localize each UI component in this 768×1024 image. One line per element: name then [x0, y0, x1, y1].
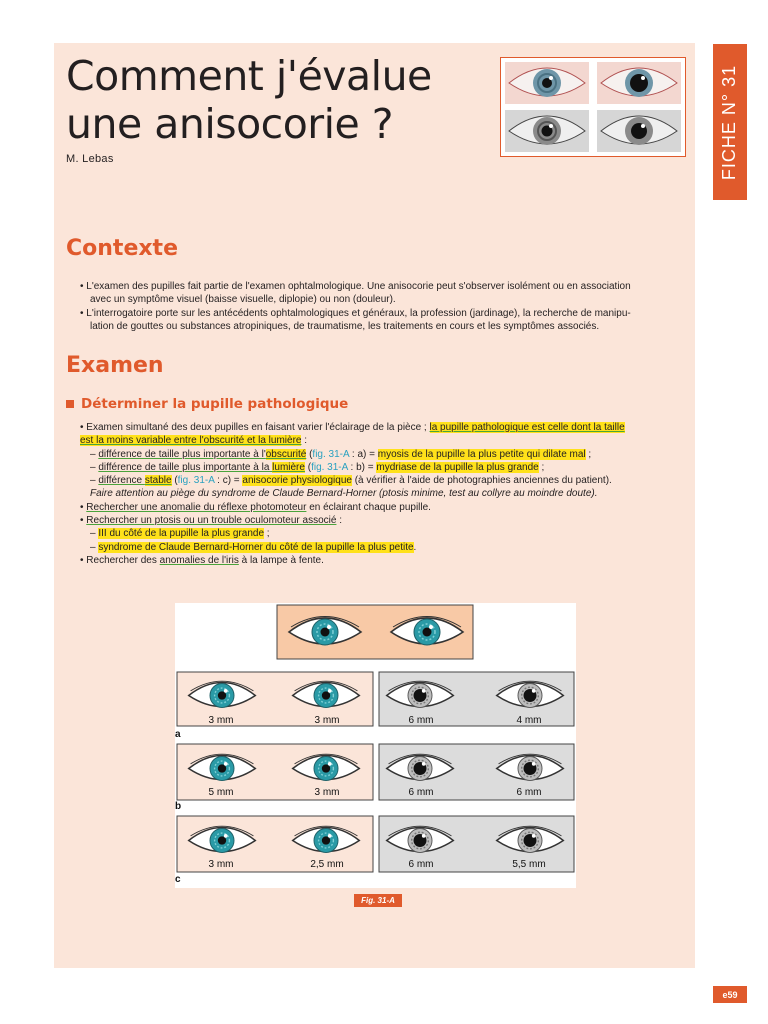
- highlight-text: lumière: [272, 461, 305, 473]
- figure-caption-label: Fig. 31-A: [361, 896, 395, 905]
- text-span: • Rechercher des: [80, 554, 160, 566]
- highlight-text: est la moins variable entre l'obscurité et la lumière: [80, 435, 302, 447]
- contexte-line: lation de gouttes ou substances atropiniques, de traumatisme, les traitements en cours et les symptômes associés.: [90, 320, 600, 332]
- underlined-text: Rechercher un ptosis ou un trouble oculomoteur associé: [86, 515, 337, 527]
- text-span: ;: [538, 461, 545, 473]
- examen-line: [80, 448, 686, 461]
- text-span: –: [90, 448, 99, 460]
- size-label: 3 mm: [208, 715, 234, 726]
- underlined-text: différence: [98, 475, 145, 487]
- row-label: a: [175, 729, 181, 740]
- text-span: .: [413, 541, 417, 553]
- subheading: [66, 396, 348, 412]
- examen-line: [80, 554, 686, 567]
- underlined-text: différence de taille plus importante à la: [98, 461, 273, 473]
- text-span: –: [90, 541, 99, 553]
- text-span: ;: [585, 448, 592, 460]
- examen-line: [80, 461, 686, 474]
- header-eye-photos: [500, 57, 686, 157]
- figure-31a: [175, 603, 576, 888]
- text-span: en éclairant chaque pupille.: [306, 501, 431, 513]
- text-span: (: [171, 475, 178, 487]
- size-label: 3 mm: [314, 715, 340, 726]
- text-span: : a) =: [349, 448, 378, 460]
- page-title: [66, 52, 432, 148]
- text-span: –: [90, 461, 99, 473]
- examen-line: [80, 474, 686, 487]
- figure-ref-link[interactable]: fig. 31-A: [311, 461, 348, 473]
- text-span: •: [80, 501, 87, 513]
- size-label: 6 mm: [516, 787, 542, 798]
- size-label: 5,5 mm: [512, 859, 546, 870]
- text-span: : b) =: [347, 461, 377, 473]
- examen-line: [80, 527, 686, 540]
- text-span: ;: [264, 528, 270, 540]
- figure-caption: [354, 894, 402, 907]
- section-heading-contexte: Contexte: [66, 236, 178, 261]
- subheading-label: Déterminer la pupille pathologique: [81, 396, 349, 412]
- text-span: •: [80, 515, 87, 527]
- highlight-text: III du côté de la pupille la plus grande: [98, 528, 265, 540]
- square-bullet-icon: [66, 400, 74, 408]
- text-span: –: [90, 475, 99, 487]
- size-label: 6 mm: [408, 787, 434, 798]
- highlight-text: myosis de la pupille la plus petite qui dilate mal: [377, 448, 586, 460]
- examen-line: [80, 514, 686, 527]
- examen-line: Faire attention au piège du syndrome de Claude Bernard-Horner (ptosis minime, test au collyre au moindre doute).: [90, 488, 598, 500]
- row-label: c: [175, 874, 181, 885]
- examen-line: [80, 421, 686, 434]
- title-line-2: une anisocorie ?: [66, 100, 394, 148]
- highlight-text: la pupille pathologique est celle dont la taille: [429, 422, 625, 433]
- text-span: –: [90, 528, 99, 540]
- page-number-label: e59: [722, 989, 738, 1000]
- text-span: (: [304, 461, 312, 473]
- examen-line: [80, 541, 686, 554]
- size-label: 5 mm: [208, 787, 234, 798]
- contexte-line: • L'interrogatoire porte sur les antécédents ophtalmologiques et généraux, la profession (jardinage), la recherche de manipu-: [80, 307, 631, 319]
- text-span: : c) =: [214, 475, 243, 487]
- text-span: • Examen simultané des deux pupilles en faisant varier l'éclairage de la pièce ;: [80, 422, 430, 433]
- size-label: 4 mm: [516, 715, 542, 726]
- underlined-text: différence de taille plus importante à l': [98, 448, 266, 460]
- section-heading-examen: Examen: [66, 353, 164, 378]
- highlight-text: obscurité: [265, 448, 307, 460]
- size-label: 6 mm: [408, 859, 434, 870]
- figure-ref-link[interactable]: fig. 31-A: [177, 475, 215, 487]
- highlight-text: mydriase de la pupille la plus grande: [376, 461, 539, 473]
- highlight-text: anisocorie physiologique: [242, 475, 352, 487]
- text-span: à la lampe à fente.: [238, 554, 324, 566]
- title-line-1: Comment j'évalue: [66, 52, 432, 100]
- row-label: b: [175, 801, 182, 812]
- size-label: 3 mm: [314, 787, 340, 798]
- text-span: (à vérifier à l'aide de photographies anciennes du patient).: [351, 475, 612, 487]
- page-number: [713, 986, 747, 1003]
- size-label: 3 mm: [208, 859, 234, 870]
- underlined-text: anomalies de l'iris: [159, 554, 239, 566]
- highlight-text: stable: [144, 475, 172, 487]
- size-label: 2,5 mm: [310, 859, 344, 870]
- text-span: :: [336, 515, 342, 527]
- contexte-body: [80, 280, 686, 333]
- text-span: (: [306, 448, 313, 460]
- examen-body: [80, 421, 686, 567]
- fiche-tab: [713, 44, 747, 200]
- contexte-line: • L'examen des pupilles fait partie de l'examen ophtalmologique. Une anisocorie peut s'observer isolément ou en association: [80, 281, 631, 292]
- fiche-label: FICHE N° 31: [719, 64, 740, 180]
- highlight-text: syndrome de Claude Bernard-Horner du côté de la pupille la plus petite: [98, 541, 414, 553]
- examen-line: [80, 501, 686, 514]
- figure-ref-link[interactable]: fig. 31-A: [312, 448, 350, 460]
- author: M. Lebas: [66, 153, 114, 165]
- contexte-line: avec un symptôme visuel (baisse visuelle, diplopie) ou non (douleur).: [90, 294, 396, 306]
- underlined-text: Rechercher une anomalie du réflexe photomoteur: [86, 501, 307, 513]
- examen-line: [80, 434, 686, 447]
- text-span: :: [301, 435, 308, 447]
- size-label: 6 mm: [408, 715, 434, 726]
